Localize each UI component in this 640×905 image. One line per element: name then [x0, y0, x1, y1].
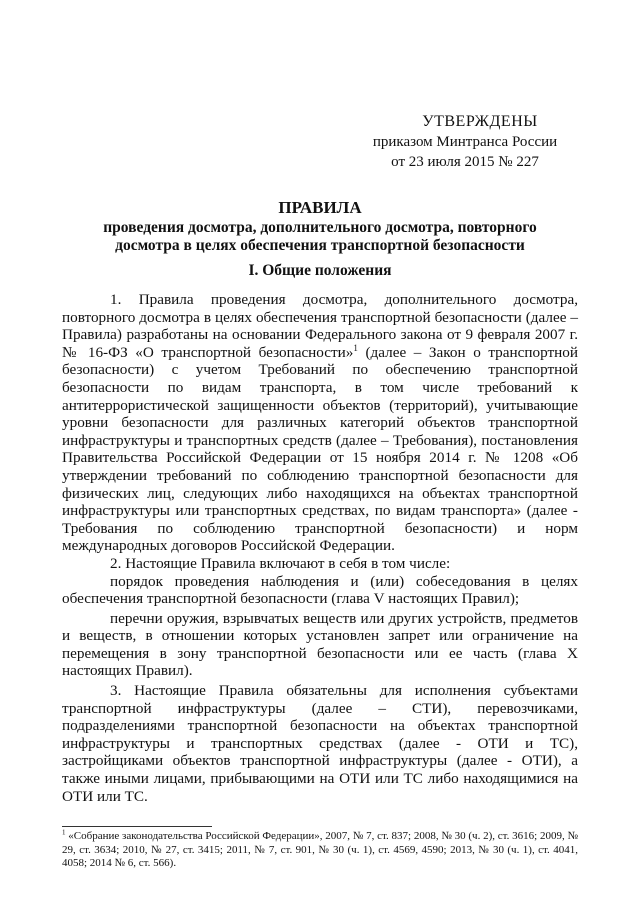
document-subtitle-line2: досмотра в целях обеспечения транспортной безопасности: [115, 237, 525, 254]
document-title: ПРАВИЛА: [278, 198, 362, 217]
footnote: [62, 830, 578, 871]
footnote-divider: [62, 826, 212, 827]
paragraph-1-text-b: (далее – Закон о транспортной безопасности) с учетом Требований по обеспечению транспортной безопасности по видам транспорта, в том числе требований к антитеррористической защищенности объектов (территорий), учитывающие уровни безопасности для различных категорий объектов транспортной инфраструктуры и транспортных средств (далее – Требования), постановления Правительства Российской Федерации от 15 ноября 2014 г. № 1208 «Об утверждении требований по соблюдению транспортной безопасности для физических лиц, следующих либо находящихся на объектах транспортной инфраструктуры или транспортных средствах, по видам транспорта» (далее - Требования по соблюдению транспортной безопасности) и норм международных договоров Российской Федерации.: [62, 343, 578, 555]
paragraph-2: 2. Настоящие Правила включают в себя в том числе:: [110, 554, 451, 572]
approval-heading: УТВЕРЖДЕНЫ: [422, 113, 538, 130]
document-body: [62, 291, 578, 805]
title-block: [60, 197, 580, 255]
footnote-mark: 1: [62, 828, 66, 837]
approval-order: приказом Минтранса России: [372, 134, 558, 150]
paragraph-2-item-b: перечни оружия, взрывчатых веществ или других устройств, предметов и веществ, в отношении которых установлен запрет или ограничение на перемещения в зону транспортной безопасности или ее часть (глава X настоящих Правил).: [62, 609, 578, 680]
document-subtitle-line1: проведения досмотра, дополнительного досмотра, повторного: [103, 219, 537, 236]
section-heading: I. Общие положения: [248, 262, 392, 279]
paragraph-1-text-a: 1. Правила проведения досмотра, дополнительного досмотра, повторного досмотра в целях обеспечения транспортной безопасности (далее – Правила) разработаны на основании Федерального закона от 9 февраля 2007 г. № 16-ФЗ «О транспортной безопасности»: [62, 291, 578, 361]
footnote-text: «Собрание законодательства Российской Федерации», 2007, № 7, ст. 837; 2008, № 30 (ч. 2), ст. 3616; 2009, № 29, ст. 3634; 2010, № 27, ст. 3415; 2011, № 7, ст. 901, № 30 (ч. 1), ст. 4569, 4590; 2013, № 30 (ч. 1), ст. 4041, 4058; 2014 № 6, ст. 566).: [62, 830, 578, 869]
footnote-reference: 1: [353, 342, 358, 353]
paragraph-2-item-a: порядок проведения наблюдения и (или) собеседования в целях обеспечения транспортной безопасности (глава V настоящих Правил);: [62, 572, 578, 608]
paragraph-1: [62, 291, 578, 555]
approval-date: от 23 июля 2015 № 227: [391, 154, 539, 170]
approval-stamp: [360, 112, 570, 172]
paragraph-3: 3. Настоящие Правила обязательны для исполнения субъектами транспортной инфраструктуры (далее – СТИ), перевозчиками, подразделениями транспортной безопасности на объектах транспортной инфраструктуры и транспортных средствах (далее - ОТИ и ТС), застройщиками объектов транспортной инфраструктуры (далее - ОТИ), а также иными лицами, прибывающими на ОТИ или ТС либо находящимися на ОТИ или ТС.: [62, 682, 578, 805]
